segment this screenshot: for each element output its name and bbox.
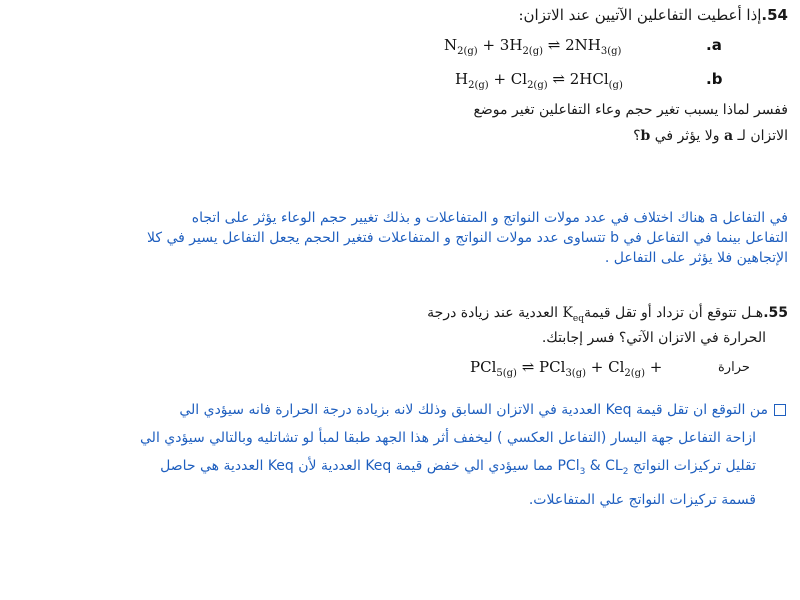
question-55-heading: 55.هـل تتوقع أن تزداد أو تقل قيمةK$_{eq}$ العددية عند زيادة درجة [427,305,788,324]
question-54-line-2: الاتزان لـ a ولا يؤثر في b؟ [633,128,788,144]
checkbox-bullet-icon [774,404,786,416]
equation-a: $N_{2(g)} + 3H_{2(g)}$ ⇌ $2NH_{3(g)}$ [444,36,622,57]
answer-54-line-1: في التفاعل a هناك اختلاف في عدد مولات النواتج و المتفاعلات و بذلك تغيير حجم الوعاء يؤثر على اتجاه [191,210,788,226]
equation-55: PCl$_{5(g)}$ ⇌ $PCl_{3(g)} + Cl_{2(g)}$ + [470,358,663,379]
answer-54-line-3: الإتجاهين فلا يؤثر على التفاعل . [604,250,788,266]
answer-55-line-3: تقليل تركيزات النواتج PCl$_3$ & $CL_2$ مما سيؤدي الي خفض قيمة Keq العددية لأن Keq العددية هي حاصل [160,458,756,477]
question-55-line-2: الحرارة في الاتزان الآتي؟ فسر إجابتك. [541,330,766,346]
equation-a-label: .a [706,36,722,54]
answer-55-line-1: من التوقع ان تقل قيمة Keq العددية في الاتزان السابق وذلك لانه بزيادة درجة الحرارة فانه سيؤدي الي [16,396,786,424]
equation-b: $H_{2(g)} + Cl_{2(g)}$ ⇌ 2HCl$_{(g)}$ [455,70,623,91]
question-55-number: 55. [763,305,788,321]
question-54-line-1: ففسر لماذا يسبب تغير حجم وعاء التفاعلين تغير موضع [473,102,788,118]
answer-55 [16,396,786,514]
answer-55-line-2: ازاحة التفاعل جهة اليسار (التفاعل العكسي ) ليخفف أثر هذا الجهد طبقا لمبأ لو تشاتليه وبالتالي سيؤدي الي [140,430,756,446]
answer-54 [8,208,788,268]
answer-54-line-2: التفاعل بينما في التفاعل في b تتساوى عدد مولات النواتج و المتفاعلات فتغير الحجم يجعل التفاعل يسير في كلا [147,230,788,246]
equation-b-label: .b [706,70,723,88]
equation-55-heat: حرارة [718,360,750,375]
question-54-heading [518,4,788,26]
question-54-number: 54. [761,6,788,24]
answer-55-line-4: قسمة تركيزات النواتج علي المتفاعلات. [528,491,756,508]
question-54-prompt: إذا أعطيت التفاعلين الآتيين عند الاتزان: [518,6,762,24]
